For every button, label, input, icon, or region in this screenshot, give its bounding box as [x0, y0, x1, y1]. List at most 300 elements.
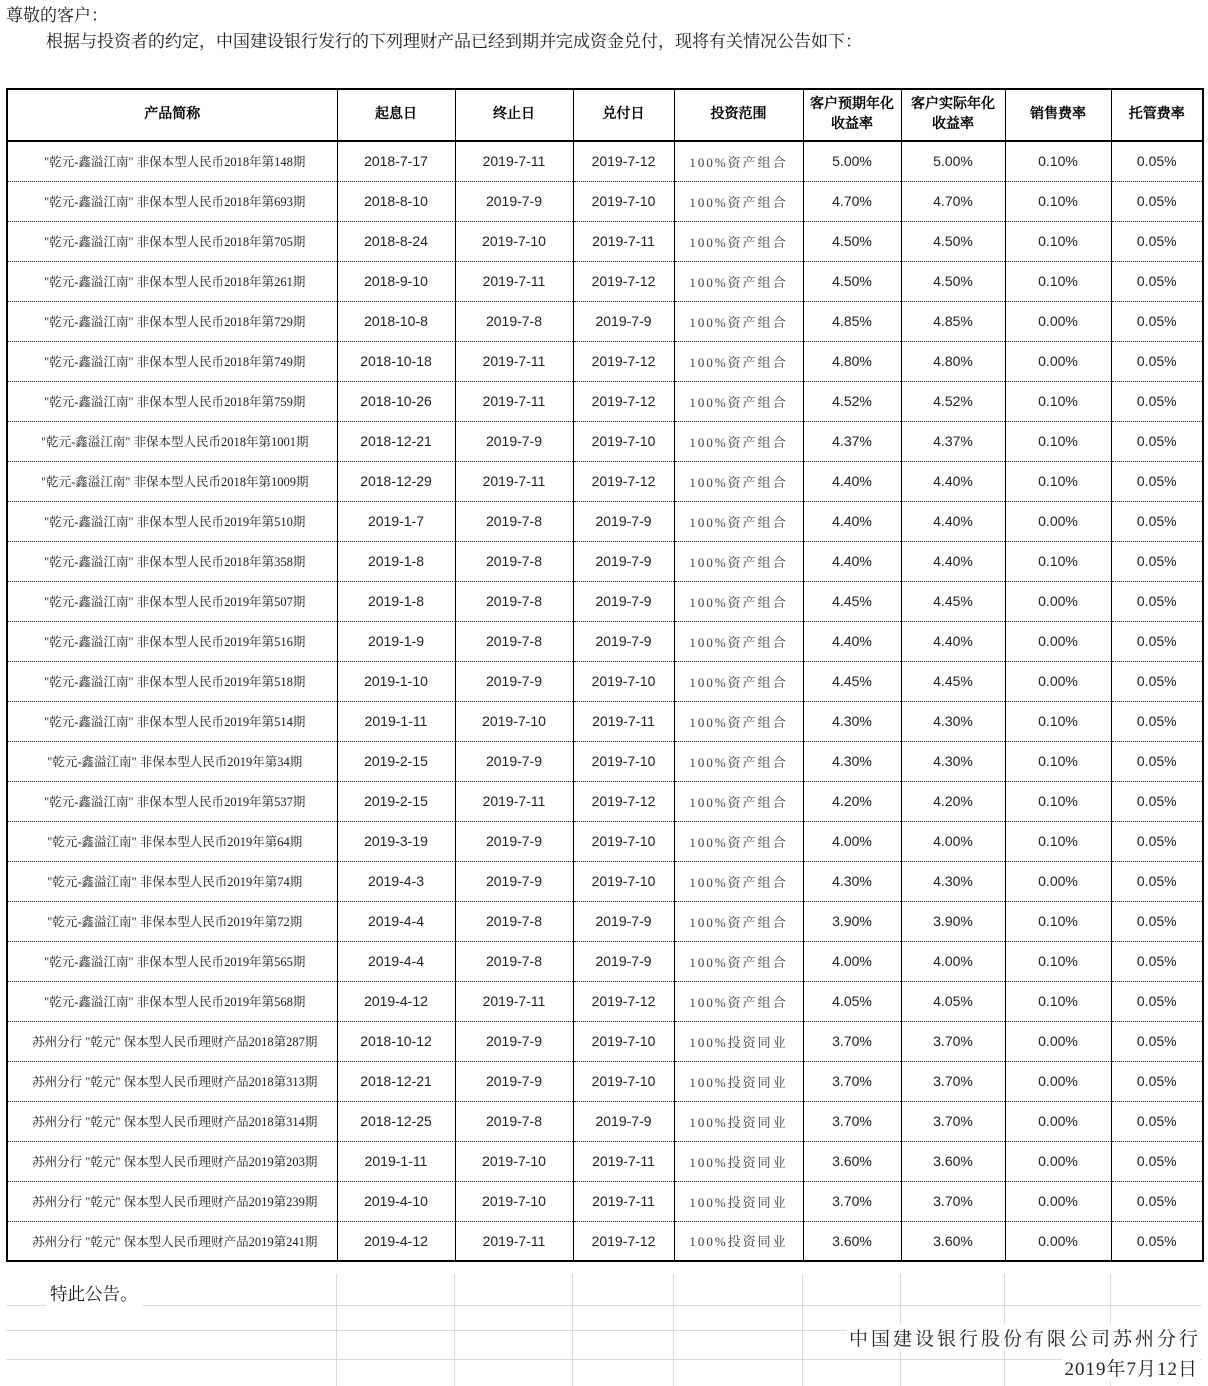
cell-investment-scope: 100%资产组合 — [674, 221, 803, 261]
cell-investment-scope: 100%资产组合 — [674, 861, 803, 901]
cell-value-date: 2018-8-10 — [337, 181, 455, 221]
cell-custody-fee: 0.05% — [1111, 821, 1203, 861]
cell-product-name: 苏州分行 "乾元" 保本型人民币理财产品2018第313期 — [7, 1061, 337, 1101]
cell-value-date: 2018-7-17 — [337, 141, 455, 181]
cell-investment-scope: 100%资产组合 — [674, 741, 803, 781]
cell-sales-fee: 0.00% — [1005, 621, 1111, 661]
cell-end-date: 2019-7-11 — [455, 261, 573, 301]
cell-end-date: 2019-7-11 — [455, 781, 573, 821]
grid-vline — [336, 1274, 337, 1386]
table-row — [7, 861, 1203, 901]
cell-actual-yield: 4.05% — [901, 981, 1005, 1021]
cell-product-name: "乾元-鑫溢江南" 非保本型人民币2018年第749期 — [7, 341, 337, 381]
cell-actual-yield: 3.60% — [901, 1141, 1005, 1181]
cell-actual-yield: 4.50% — [901, 261, 1005, 301]
issuer-signature: 中国建设银行股份有限公司苏州分行 — [847, 1324, 1203, 1351]
cell-product-name: 苏州分行 "乾元" 保本型人民币理财产品2019第241期 — [7, 1221, 337, 1261]
cell-product-name: 苏州分行 "乾元" 保本型人民币理财产品2018第287期 — [7, 1021, 337, 1061]
cell-payment-date: 2019-7-10 — [573, 661, 674, 701]
cell-end-date: 2019-7-11 — [455, 461, 573, 501]
table-row — [7, 821, 1203, 861]
cell-value-date: 2019-3-19 — [337, 821, 455, 861]
cell-expected-yield: 4.30% — [803, 701, 901, 741]
grid-vline — [572, 1274, 573, 1386]
cell-value-date: 2019-1-10 — [337, 661, 455, 701]
cell-sales-fee: 0.10% — [1005, 901, 1111, 941]
cell-custody-fee: 0.05% — [1111, 621, 1203, 661]
cell-payment-date: 2019-7-10 — [573, 421, 674, 461]
cell-investment-scope: 100%资产组合 — [674, 261, 803, 301]
cell-value-date: 2018-8-24 — [337, 221, 455, 261]
cell-payment-date: 2019-7-10 — [573, 821, 674, 861]
cell-actual-yield: 4.00% — [901, 941, 1005, 981]
cell-expected-yield: 4.85% — [803, 301, 901, 341]
table-row — [7, 421, 1203, 461]
cell-end-date: 2019-7-8 — [455, 901, 573, 941]
cell-actual-yield: 3.60% — [901, 1221, 1005, 1261]
cell-end-date: 2019-7-8 — [455, 581, 573, 621]
cell-investment-scope: 100%资产组合 — [674, 341, 803, 381]
cell-value-date: 2019-1-11 — [337, 701, 455, 741]
cell-product-name: "乾元-鑫溢江南" 非保本型人民币2018年第1009期 — [7, 461, 337, 501]
cell-value-date: 2019-1-8 — [337, 541, 455, 581]
salutation-text: 尊敬的客户： — [6, 6, 108, 25]
cell-actual-yield: 3.70% — [901, 1061, 1005, 1101]
cell-product-name: "乾元-鑫溢江南" 非保本型人民币2019年第34期 — [7, 741, 337, 781]
document-header — [6, 3, 1202, 55]
cell-actual-yield: 4.30% — [901, 861, 1005, 901]
cell-value-date: 2019-2-15 — [337, 741, 455, 781]
grid-row — [6, 1360, 1202, 1386]
cell-sales-fee: 0.00% — [1005, 1141, 1111, 1181]
cell-product-name: "乾元-鑫溢江南" 非保本型人民币2018年第358期 — [7, 541, 337, 581]
cell-product-name: "乾元-鑫溢江南" 非保本型人民币2018年第148期 — [7, 141, 337, 181]
cell-payment-date: 2019-7-9 — [573, 541, 674, 581]
cell-payment-date: 2019-7-10 — [573, 181, 674, 221]
cell-actual-yield: 4.40% — [901, 501, 1005, 541]
intro-text: 根据与投资者的约定，中国建设银行发行的下列理财产品已经到期并完成资金兑付，现将有关情况公告如下： — [46, 32, 862, 51]
cell-expected-yield: 4.00% — [803, 821, 901, 861]
cell-investment-scope: 100%资产组合 — [674, 821, 803, 861]
cell-value-date: 2018-10-18 — [337, 341, 455, 381]
cell-actual-yield: 4.80% — [901, 341, 1005, 381]
column-header-expected-yield: 客户预期年化收益率 — [803, 89, 901, 141]
cell-payment-date: 2019-7-10 — [573, 741, 674, 781]
cell-actual-yield: 4.40% — [901, 541, 1005, 581]
cell-product-name: "乾元-鑫溢江南" 非保本型人民币2019年第537期 — [7, 781, 337, 821]
cell-investment-scope: 100%投资同业 — [674, 1141, 803, 1181]
cell-expected-yield: 4.40% — [803, 461, 901, 501]
cell-expected-yield: 4.05% — [803, 981, 901, 1021]
cell-product-name: "乾元-鑫溢江南" 非保本型人民币2018年第705期 — [7, 221, 337, 261]
cell-product-name: 苏州分行 "乾元" 保本型人民币理财产品2019第239期 — [7, 1181, 337, 1221]
column-header-sales-fee: 销售费率 — [1005, 89, 1111, 141]
cell-payment-date: 2019-7-12 — [573, 461, 674, 501]
cell-actual-yield: 4.45% — [901, 661, 1005, 701]
grid-vline — [454, 1274, 455, 1386]
cell-investment-scope: 100%资产组合 — [674, 701, 803, 741]
cell-end-date: 2019-7-10 — [455, 221, 573, 261]
cell-expected-yield: 4.45% — [803, 581, 901, 621]
cell-actual-yield: 4.37% — [901, 421, 1005, 461]
cell-sales-fee: 0.00% — [1005, 581, 1111, 621]
cell-end-date: 2019-7-9 — [455, 741, 573, 781]
cell-investment-scope: 100%资产组合 — [674, 621, 803, 661]
cell-value-date: 2018-10-12 — [337, 1021, 455, 1061]
cell-sales-fee: 0.10% — [1005, 141, 1111, 181]
cell-value-date: 2019-1-7 — [337, 501, 455, 541]
cell-custody-fee: 0.05% — [1111, 501, 1203, 541]
cell-value-date: 2019-1-11 — [337, 1141, 455, 1181]
table-row — [7, 221, 1203, 261]
cell-expected-yield: 4.00% — [803, 941, 901, 981]
cell-expected-yield: 4.50% — [803, 261, 901, 301]
table-row — [7, 541, 1203, 581]
table-row — [7, 1221, 1203, 1261]
cell-expected-yield: 4.80% — [803, 341, 901, 381]
table-row — [7, 461, 1203, 501]
table-row — [7, 501, 1203, 541]
cell-product-name: "乾元-鑫溢江南" 非保本型人民币2018年第693期 — [7, 181, 337, 221]
grid-vline — [673, 1274, 674, 1386]
cell-sales-fee: 0.00% — [1005, 341, 1111, 381]
table-row — [7, 1141, 1203, 1181]
cell-value-date: 2019-1-8 — [337, 581, 455, 621]
cell-custody-fee: 0.05% — [1111, 861, 1203, 901]
cell-sales-fee: 0.00% — [1005, 1101, 1111, 1141]
cell-expected-yield: 4.40% — [803, 541, 901, 581]
cell-sales-fee: 0.00% — [1005, 861, 1111, 901]
cell-actual-yield: 4.40% — [901, 461, 1005, 501]
table-row — [7, 621, 1203, 661]
cell-payment-date: 2019-7-9 — [573, 301, 674, 341]
cell-expected-yield: 4.50% — [803, 221, 901, 261]
cell-sales-fee: 0.10% — [1005, 941, 1111, 981]
cell-investment-scope: 100%投资同业 — [674, 1061, 803, 1101]
cell-expected-yield: 4.52% — [803, 381, 901, 421]
cell-actual-yield: 4.30% — [901, 701, 1005, 741]
cell-sales-fee: 0.10% — [1005, 781, 1111, 821]
cell-product-name: "乾元-鑫溢江南" 非保本型人民币2019年第507期 — [7, 581, 337, 621]
cell-custody-fee: 0.05% — [1111, 1061, 1203, 1101]
cell-end-date: 2019-7-9 — [455, 421, 573, 461]
cell-end-date: 2019-7-9 — [455, 1021, 573, 1061]
cell-end-date: 2019-7-10 — [455, 1141, 573, 1181]
cell-investment-scope: 100%资产组合 — [674, 981, 803, 1021]
cell-expected-yield: 4.40% — [803, 501, 901, 541]
cell-actual-yield: 4.40% — [901, 621, 1005, 661]
cell-payment-date: 2019-7-12 — [573, 981, 674, 1021]
cell-value-date: 2019-2-15 — [337, 781, 455, 821]
cell-custody-fee: 0.05% — [1111, 941, 1203, 981]
cell-custody-fee: 0.05% — [1111, 1021, 1203, 1061]
cell-end-date: 2019-7-11 — [455, 141, 573, 181]
cell-product-name: "乾元-鑫溢江南" 非保本型人民币2019年第568期 — [7, 981, 337, 1021]
table-row — [7, 301, 1203, 341]
cell-end-date: 2019-7-8 — [455, 1101, 573, 1141]
cell-value-date: 2018-10-8 — [337, 301, 455, 341]
cell-sales-fee: 0.00% — [1005, 661, 1111, 701]
cell-investment-scope: 100%资产组合 — [674, 581, 803, 621]
cell-payment-date: 2019-7-9 — [573, 901, 674, 941]
announcement-date: 2019年7月12日 — [1062, 1354, 1200, 1381]
column-header-product-name: 产品简称 — [7, 89, 337, 141]
cell-custody-fee: 0.05% — [1111, 461, 1203, 501]
cell-sales-fee: 0.10% — [1005, 981, 1111, 1021]
cell-investment-scope: 100%资产组合 — [674, 181, 803, 221]
cell-payment-date: 2019-7-12 — [573, 781, 674, 821]
cell-end-date: 2019-7-8 — [455, 941, 573, 981]
cell-end-date: 2019-7-8 — [455, 541, 573, 581]
cell-value-date: 2018-9-10 — [337, 261, 455, 301]
cell-sales-fee: 0.10% — [1005, 541, 1111, 581]
cell-actual-yield: 3.70% — [901, 1101, 1005, 1141]
cell-end-date: 2019-7-9 — [455, 661, 573, 701]
closing-text: 特此公告。 — [46, 1281, 142, 1306]
cell-sales-fee: 0.00% — [1005, 1181, 1111, 1221]
cell-end-date: 2019-7-9 — [455, 821, 573, 861]
cell-product-name: 苏州分行 "乾元" 保本型人民币理财产品2018第314期 — [7, 1101, 337, 1141]
cell-sales-fee: 0.10% — [1005, 261, 1111, 301]
cell-sales-fee: 0.10% — [1005, 381, 1111, 421]
cell-investment-scope: 100%资产组合 — [674, 381, 803, 421]
table-row — [7, 781, 1203, 821]
cell-custody-fee: 0.05% — [1111, 301, 1203, 341]
cell-end-date: 2019-7-9 — [455, 1061, 573, 1101]
cell-actual-yield: 4.70% — [901, 181, 1005, 221]
table-row — [7, 181, 1203, 221]
column-header-custody-fee: 托管费率 — [1111, 89, 1203, 141]
cell-end-date: 2019-7-9 — [455, 181, 573, 221]
cell-custody-fee: 0.05% — [1111, 901, 1203, 941]
cell-product-name: "乾元-鑫溢江南" 非保本型人民币2018年第261期 — [7, 261, 337, 301]
cell-payment-date: 2019-7-9 — [573, 941, 674, 981]
cell-investment-scope: 100%资产组合 — [674, 501, 803, 541]
cell-end-date: 2019-7-8 — [455, 621, 573, 661]
table-row — [7, 741, 1203, 781]
cell-product-name: "乾元-鑫溢江南" 非保本型人民币2019年第64期 — [7, 821, 337, 861]
column-header-investment-scope: 投资范围 — [674, 89, 803, 141]
cell-expected-yield: 4.30% — [803, 741, 901, 781]
cell-product-name: "乾元-鑫溢江南" 非保本型人民币2019年第518期 — [7, 661, 337, 701]
cell-expected-yield: 4.37% — [803, 421, 901, 461]
cell-sales-fee: 0.10% — [1005, 741, 1111, 781]
cell-investment-scope: 100%资产组合 — [674, 421, 803, 461]
table-row — [7, 341, 1203, 381]
cell-product-name: 苏州分行 "乾元" 保本型人民币理财产品2019第203期 — [7, 1141, 337, 1181]
cell-value-date: 2019-4-3 — [337, 861, 455, 901]
cell-payment-date: 2019-7-12 — [573, 1221, 674, 1261]
cell-product-name: "乾元-鑫溢江南" 非保本型人民币2019年第74期 — [7, 861, 337, 901]
cell-payment-date: 2019-7-10 — [573, 861, 674, 901]
cell-sales-fee: 0.10% — [1005, 221, 1111, 261]
cell-product-name: "乾元-鑫溢江南" 非保本型人民币2019年第514期 — [7, 701, 337, 741]
cell-value-date: 2018-10-26 — [337, 381, 455, 421]
cell-custody-fee: 0.05% — [1111, 261, 1203, 301]
table-row — [7, 901, 1203, 941]
cell-custody-fee: 0.05% — [1111, 1141, 1203, 1181]
cell-end-date: 2019-7-8 — [455, 301, 573, 341]
table-row — [7, 1021, 1203, 1061]
cell-value-date: 2018-12-21 — [337, 1061, 455, 1101]
cell-actual-yield: 5.00% — [901, 141, 1005, 181]
cell-value-date: 2018-12-29 — [337, 461, 455, 501]
cell-actual-yield: 4.45% — [901, 581, 1005, 621]
column-header-payment-date: 兑付日 — [573, 89, 674, 141]
cell-sales-fee: 0.00% — [1005, 301, 1111, 341]
column-header-value-date: 起息日 — [337, 89, 455, 141]
cell-sales-fee: 0.10% — [1005, 821, 1111, 861]
cell-investment-scope: 100%资产组合 — [674, 901, 803, 941]
cell-sales-fee: 0.10% — [1005, 701, 1111, 741]
cell-payment-date: 2019-7-12 — [573, 341, 674, 381]
cell-custody-fee: 0.05% — [1111, 381, 1203, 421]
cell-sales-fee: 0.10% — [1005, 461, 1111, 501]
cell-expected-yield: 5.00% — [803, 141, 901, 181]
cell-investment-scope: 100%投资同业 — [674, 1181, 803, 1221]
cell-product-name: "乾元-鑫溢江南" 非保本型人民币2018年第759期 — [7, 381, 337, 421]
cell-sales-fee: 0.00% — [1005, 501, 1111, 541]
cell-expected-yield: 4.30% — [803, 861, 901, 901]
cell-product-name: "乾元-鑫溢江南" 非保本型人民币2019年第72期 — [7, 901, 337, 941]
cell-sales-fee: 0.10% — [1005, 181, 1111, 221]
cell-custody-fee: 0.05% — [1111, 1221, 1203, 1261]
cell-product-name: "乾元-鑫溢江南" 非保本型人民币2018年第729期 — [7, 301, 337, 341]
products-table — [6, 88, 1204, 1262]
cell-investment-scope: 100%资产组合 — [674, 661, 803, 701]
cell-value-date: 2019-4-4 — [337, 941, 455, 981]
cell-end-date: 2019-7-11 — [455, 381, 573, 421]
cell-sales-fee: 0.00% — [1005, 1021, 1111, 1061]
cell-expected-yield: 3.70% — [803, 1101, 901, 1141]
cell-payment-date: 2019-7-9 — [573, 1101, 674, 1141]
cell-value-date: 2019-4-10 — [337, 1181, 455, 1221]
cell-actual-yield: 4.52% — [901, 381, 1005, 421]
cell-custody-fee: 0.05% — [1111, 581, 1203, 621]
cell-custody-fee: 0.05% — [1111, 221, 1203, 261]
cell-payment-date: 2019-7-11 — [573, 701, 674, 741]
cell-product-name: "乾元-鑫溢江南" 非保本型人民币2019年第510期 — [7, 501, 337, 541]
cell-end-date: 2019-7-9 — [455, 861, 573, 901]
cell-expected-yield: 4.70% — [803, 181, 901, 221]
cell-expected-yield: 3.60% — [803, 1221, 901, 1261]
cell-value-date: 2019-4-4 — [337, 901, 455, 941]
cell-investment-scope: 100%资产组合 — [674, 301, 803, 341]
cell-custody-fee: 0.05% — [1111, 661, 1203, 701]
cell-expected-yield: 4.20% — [803, 781, 901, 821]
cell-product-name: "乾元-鑫溢江南" 非保本型人民币2019年第565期 — [7, 941, 337, 981]
cell-payment-date: 2019-7-9 — [573, 621, 674, 661]
cell-payment-date: 2019-7-10 — [573, 1061, 674, 1101]
cell-custody-fee: 0.05% — [1111, 1181, 1203, 1221]
cell-value-date: 2019-4-12 — [337, 981, 455, 1021]
table-row — [7, 381, 1203, 421]
column-header-end-date: 终止日 — [455, 89, 573, 141]
table-row — [7, 981, 1203, 1021]
table-row — [7, 261, 1203, 301]
cell-payment-date: 2019-7-10 — [573, 1021, 674, 1061]
cell-sales-fee: 0.00% — [1005, 1061, 1111, 1101]
cell-value-date: 2019-1-9 — [337, 621, 455, 661]
cell-expected-yield: 3.70% — [803, 1061, 901, 1101]
cell-custody-fee: 0.05% — [1111, 141, 1203, 181]
cell-custody-fee: 0.05% — [1111, 341, 1203, 381]
cell-end-date: 2019-7-10 — [455, 701, 573, 741]
cell-investment-scope: 100%投资同业 — [674, 1101, 803, 1141]
grid-row — [6, 1274, 1202, 1306]
cell-custody-fee: 0.05% — [1111, 741, 1203, 781]
cell-payment-date: 2019-7-11 — [573, 221, 674, 261]
cell-actual-yield: 4.50% — [901, 221, 1005, 261]
cell-payment-date: 2019-7-9 — [573, 581, 674, 621]
cell-custody-fee: 0.05% — [1111, 781, 1203, 821]
cell-actual-yield: 3.70% — [901, 1021, 1005, 1061]
table-row — [7, 661, 1203, 701]
cell-end-date: 2019-7-11 — [455, 981, 573, 1021]
cell-value-date: 2018-12-21 — [337, 421, 455, 461]
cell-custody-fee: 0.05% — [1111, 701, 1203, 741]
table-row — [7, 1061, 1203, 1101]
cell-investment-scope: 100%投资同业 — [674, 1221, 803, 1261]
cell-expected-yield: 4.45% — [803, 661, 901, 701]
cell-sales-fee: 0.00% — [1005, 1221, 1111, 1261]
cell-investment-scope: 100%资产组合 — [674, 541, 803, 581]
cell-actual-yield: 4.20% — [901, 781, 1005, 821]
cell-investment-scope: 100%资产组合 — [674, 461, 803, 501]
cell-investment-scope: 100%资产组合 — [674, 781, 803, 821]
table-row — [7, 1101, 1203, 1141]
grid-vline — [802, 1274, 803, 1386]
cell-payment-date: 2019-7-12 — [573, 141, 674, 181]
cell-value-date: 2018-12-25 — [337, 1101, 455, 1141]
cell-expected-yield: 3.90% — [803, 901, 901, 941]
cell-product-name: "乾元-鑫溢江南" 非保本型人民币2018年第1001期 — [7, 421, 337, 461]
cell-investment-scope: 100%资产组合 — [674, 941, 803, 981]
table-header-row — [7, 89, 1203, 141]
cell-actual-yield: 3.90% — [901, 901, 1005, 941]
cell-end-date: 2019-7-11 — [455, 341, 573, 381]
table-row — [7, 141, 1203, 181]
cell-investment-scope: 100%资产组合 — [674, 141, 803, 181]
cell-payment-date: 2019-7-12 — [573, 381, 674, 421]
cell-product-name: "乾元-鑫溢江南" 非保本型人民币2019年第516期 — [7, 621, 337, 661]
cell-actual-yield: 4.30% — [901, 741, 1005, 781]
cell-custody-fee: 0.05% — [1111, 981, 1203, 1021]
cell-end-date: 2019-7-8 — [455, 501, 573, 541]
cell-custody-fee: 0.05% — [1111, 421, 1203, 461]
cell-expected-yield: 3.70% — [803, 1021, 901, 1061]
cell-value-date: 2019-4-12 — [337, 1221, 455, 1261]
cell-investment-scope: 100%投资同业 — [674, 1021, 803, 1061]
cell-payment-date: 2019-7-11 — [573, 1181, 674, 1221]
cell-expected-yield: 3.70% — [803, 1181, 901, 1221]
cell-expected-yield: 3.60% — [803, 1141, 901, 1181]
cell-custody-fee: 0.05% — [1111, 541, 1203, 581]
cell-payment-date: 2019-7-9 — [573, 501, 674, 541]
table-row — [7, 701, 1203, 741]
table-row — [7, 941, 1203, 981]
cell-end-date: 2019-7-10 — [455, 1181, 573, 1221]
cell-actual-yield: 4.85% — [901, 301, 1005, 341]
cell-expected-yield: 4.40% — [803, 621, 901, 661]
cell-payment-date: 2019-7-12 — [573, 261, 674, 301]
table-row — [7, 1181, 1203, 1221]
cell-custody-fee: 0.05% — [1111, 1101, 1203, 1141]
cell-sales-fee: 0.10% — [1005, 421, 1111, 461]
column-header-actual-yield: 客户实际年化收益率 — [901, 89, 1005, 141]
table-row — [7, 581, 1203, 621]
cell-actual-yield: 3.70% — [901, 1181, 1005, 1221]
